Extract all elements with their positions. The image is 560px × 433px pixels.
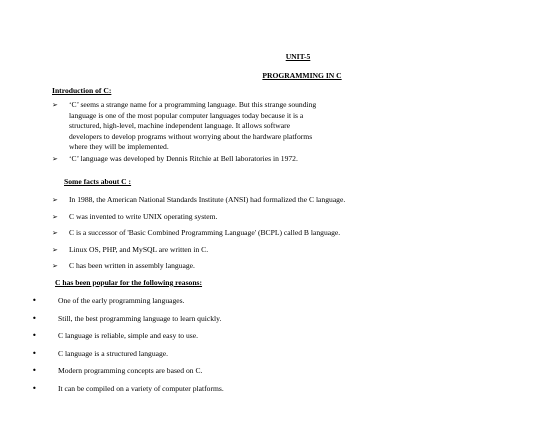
list-item: • It can be compiled on a variety of computer platforms. — [32, 383, 224, 393]
list-item: • C language is a structured language. — [32, 348, 169, 358]
bullet-dot-icon: • — [32, 348, 37, 358]
arrow-bullet-icon: ➢ — [52, 262, 58, 271]
list-item: • Modern programming concepts are based on C. — [32, 366, 203, 376]
list-item: • Still, the best programming language to learn quickly. — [32, 313, 222, 323]
arrow-bullet-icon: ➢ — [52, 245, 58, 254]
list-item: • C language is reliable, simple and easy to use. — [32, 331, 199, 341]
list-item: ➢ C has been written in assembly language. — [52, 261, 195, 271]
intro-list — [52, 100, 322, 166]
bullet-dot-icon: • — [32, 383, 37, 393]
popular-list — [32, 296, 332, 402]
facts-list — [52, 195, 352, 278]
bullet-dot-icon: • — [32, 331, 37, 341]
arrow-bullet-icon: ➢ — [52, 101, 58, 109]
bullet-dot-icon: • — [32, 313, 37, 323]
arrow-bullet-icon: ➢ — [52, 196, 58, 204]
chapter-title: PROGRAMMING IN C — [262, 71, 342, 80]
bullet-dot-icon: • — [32, 296, 37, 305]
arrow-bullet-icon: ➢ — [52, 212, 58, 221]
facts-heading: Some facts about C : — [64, 177, 132, 186]
list-item: ➢ ‘C’ language was developed by Dennis Ritchie at Bell laboratories in 1972. — [52, 153, 298, 163]
bullet-dot-icon: • — [32, 366, 37, 376]
list-item: • One of the early programming languages. — [32, 296, 185, 305]
list-item: ➢ In 1988, the American National Standards Institute (ANSI) had formalized the C language. — [52, 195, 346, 204]
popular-heading: C has been popular for the following reasons: — [55, 278, 203, 287]
arrow-bullet-icon: ➢ — [52, 154, 58, 163]
list-item: ➢ C is a successor of 'Basic Combined Programming Language' (BCPL) called B language. — [52, 228, 341, 238]
list-item: ➢ C was invented to write UNIX operating system. — [52, 211, 218, 221]
list-item: ➢ Linux OS, PHP, and MySQL are written in C. — [52, 244, 209, 254]
unit-title: UNIT-5 — [285, 52, 311, 61]
list-item: ➢ ‘C’ seems a strange name for a programming language. But this strange sounding language is one of the most popular computer languages today because it is a structured, high-level, machine independent language. It allows software developers to develop programs without worrying about the hardware platforms where they will be implemented. — [52, 100, 317, 152]
arrow-bullet-icon: ➢ — [52, 229, 58, 238]
intro-heading: Introduction of C: — [52, 86, 112, 95]
